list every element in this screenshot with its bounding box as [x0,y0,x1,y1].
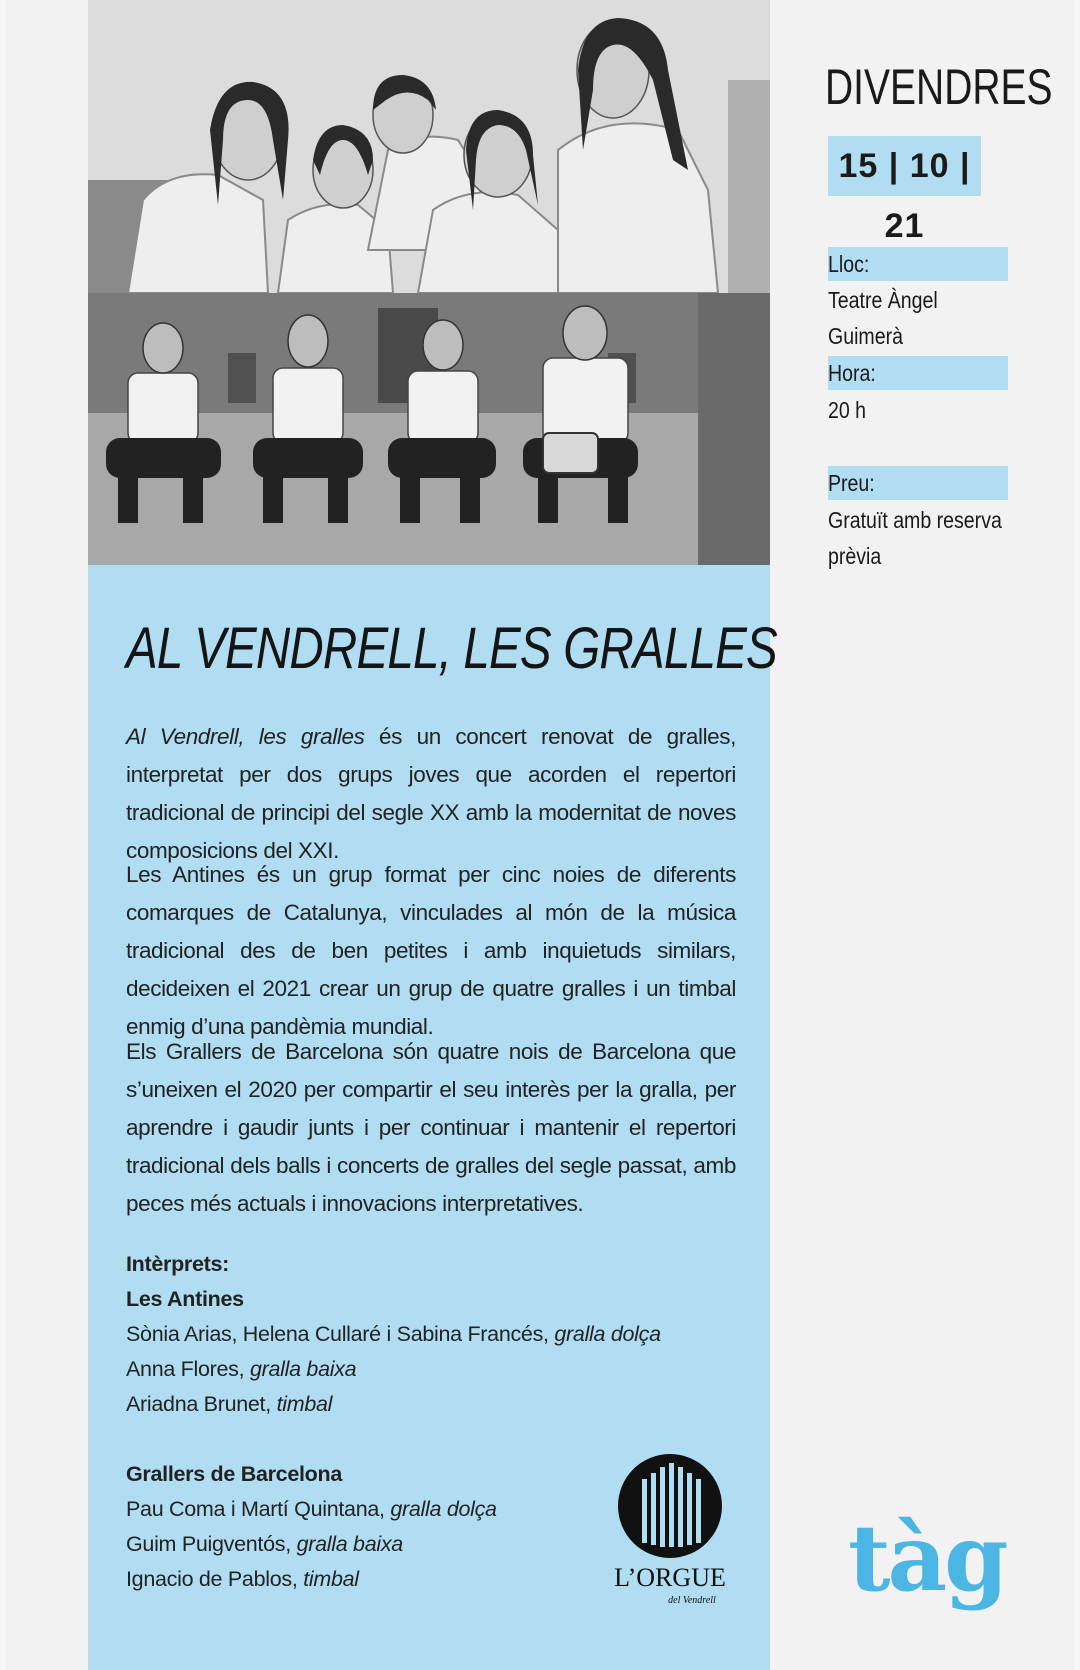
tag-logo: tàg [848,1504,1006,1612]
credit-instrument: gralla dolça [390,1497,497,1521]
credit-instrument: timbal [276,1392,333,1416]
time-value [828,392,1048,428]
event-title: AL VENDRELL, LES GRALLES [126,616,777,681]
page-edge-right [1074,0,1080,1670]
credit-line [126,1492,686,1527]
paragraph-intro-text: és un concert renovat de gralles, interpretat per dos grups joves que acorden el repertori tradicional de principi del segle XX amb la modernitat de noves composicions del XXI. [126,724,736,863]
credit-names: Sònia Arias, Helena Cullaré i Sabina Francés, [126,1322,555,1346]
place-value [828,282,1048,354]
place-label [828,247,1008,281]
orgue-logo-subtext: del Vendrell [668,1595,716,1606]
credit-line [126,1527,686,1562]
credit-line [126,1562,686,1597]
credit-instrument: gralla baixa [296,1532,403,1556]
credit-names: Ignacio de Pablos, [126,1567,304,1591]
credit-line [126,1352,686,1387]
page-edge-left [0,0,6,1670]
group-name-les-antines: Les Antines [126,1287,244,1311]
photo-grallers-art [88,293,770,565]
credit-names: Pau Coma i Martí Quintana, [126,1497,391,1521]
paragraph-grallers: Els Grallers de Barcelona són quatre nois de Barcelona que s’uneixen el 2020 per compartir el seu interès per la gralla, per aprendre i gaudir junts i per continuar i mantenir el repertori tradicional dels balls i concerts de gralles del segle passat, amb peces més actuals i innovacions interpretatives. [126,1039,736,1216]
price-label-text: Preu: [828,470,875,496]
place-label-text: Lloc: [828,251,870,277]
time-value-text: 20 h [828,397,867,423]
paragraph-intro [126,718,736,870]
credit-line [126,1387,686,1422]
event-day: DIVENDRES [825,59,1053,115]
credit-names: Ariadna Brunet, [126,1392,277,1416]
orgue-logo-icon [610,1451,730,1611]
photo-les-antines-art [88,0,770,293]
price-label [828,466,1008,500]
event-date: 15 | 10 | 21 [828,136,981,196]
price-value-text: Gratuït amb reserva prèvia [828,507,1002,569]
photo-grallers-de-barcelona [88,293,770,565]
time-label-text: Hora: [828,360,876,386]
place-value-text: Teatre Àngel Guimerà [828,287,938,349]
time-label [828,356,1008,390]
group-name-grallers: Grallers de Barcelona [126,1462,342,1486]
credit-names: Anna Flores, [126,1357,250,1381]
credits-spacer [126,1422,686,1457]
credit-instrument: gralla baixa [249,1357,357,1381]
credit-line [126,1317,686,1352]
credit-names: Guim Puigventós, [126,1532,297,1556]
credits-heading: Intèrprets: [126,1252,230,1276]
orgue-logo-text: L’ORGUE [614,1563,726,1592]
price-value [828,502,1048,574]
credit-instrument: timbal [303,1567,359,1591]
photo-les-antines [88,0,770,293]
paragraph-intro-title: Al Vendrell, les gralles [126,724,365,749]
credit-instrument: gralla dolça [554,1322,661,1346]
credits-list [126,1247,686,1597]
paragraph-les-antines: Les Antines és un grup format per cinc noies de diferents comarques de Catalunya, vinculades al món de la música tradicional des de ben petites i amb inquietuds similars, decideixen el 2021 crear un grup de quatre gralles i un timbal enmig d’una pandèmia mundial. [126,862,736,1039]
content-panel [88,565,777,1670]
